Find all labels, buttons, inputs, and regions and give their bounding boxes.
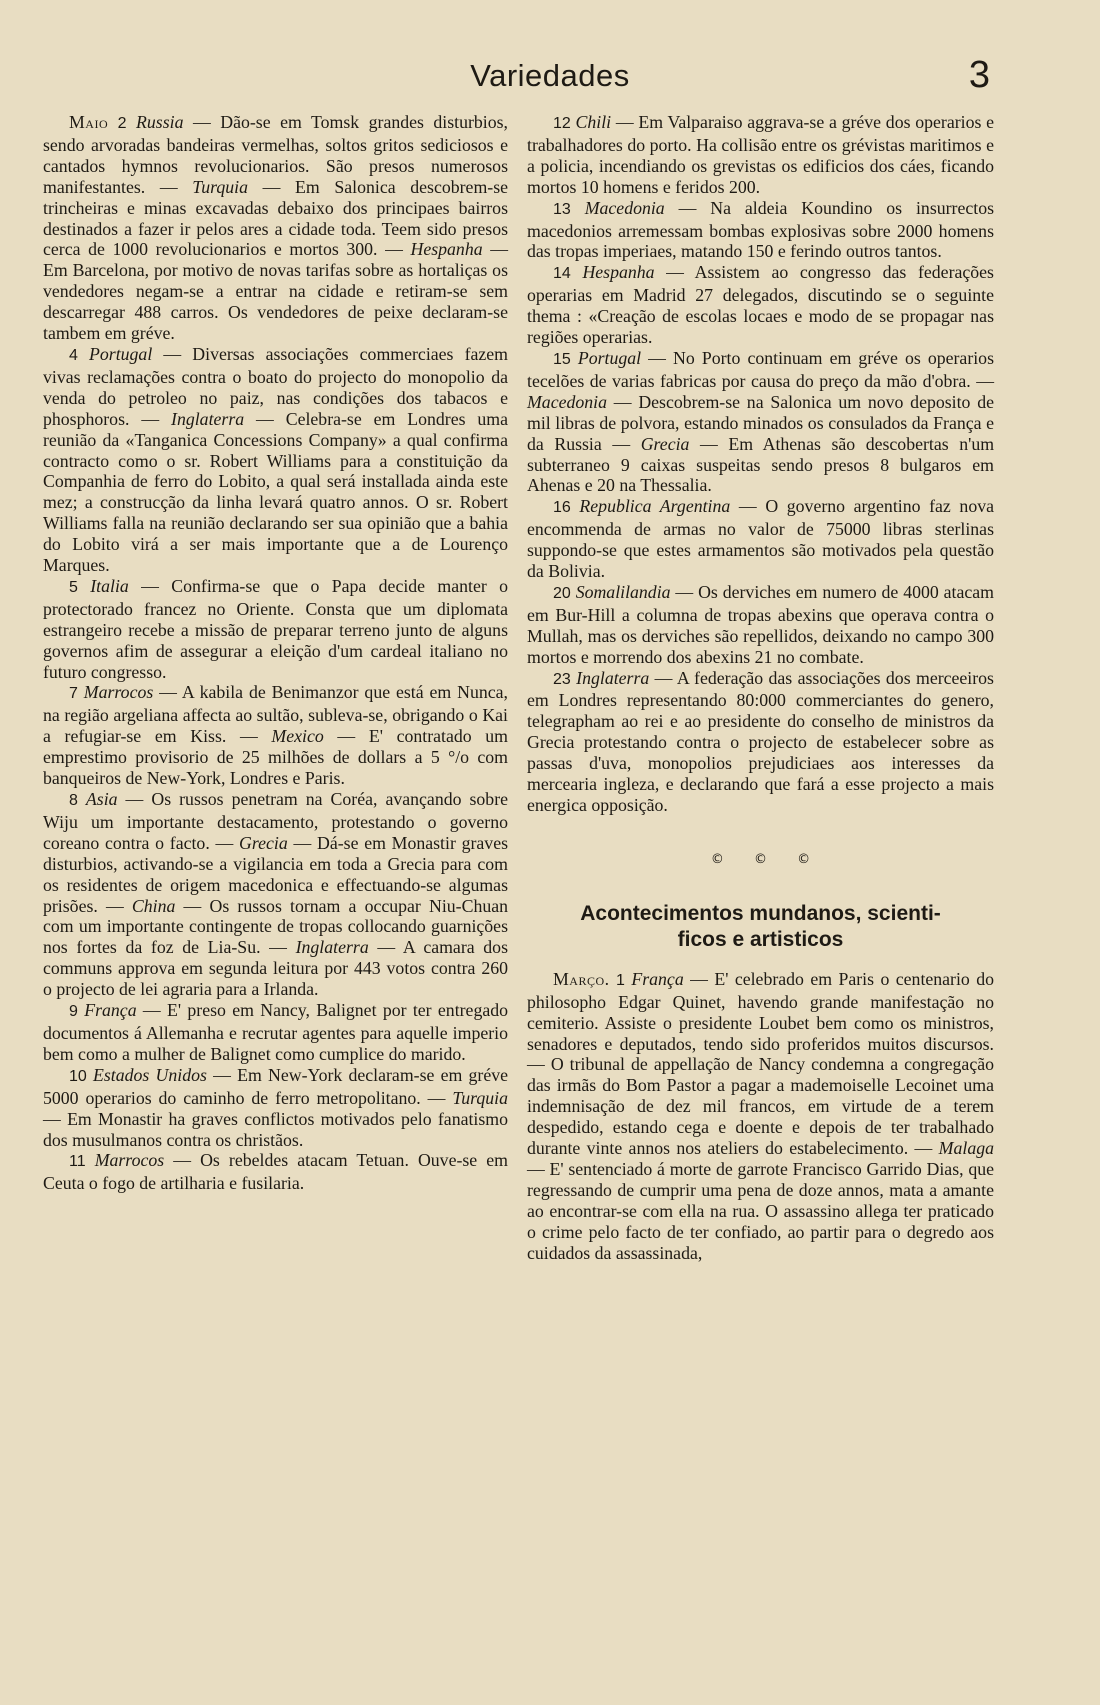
entry-text: A federação das associações dos merceeiros em Londres representando 80:000 commerciantes do genero, telegrapham ao rei e ao presidente do conselho de ministros da Grecia protestando contra o projecto de estabelecer sobre as passas d'uva, monopolios prejudiciaes aos interesses da mercearia ingleza, e declarando que fará a esse projecto a mais energica opposição. [527, 667, 994, 815]
entry-day: 12 [553, 115, 571, 132]
entry-day: 16 [553, 499, 571, 517]
section-ornament: © © © [710, 851, 811, 867]
entry-day: 14 [553, 265, 571, 283]
entry-place: Italia [90, 575, 129, 596]
entry-place: Republica Argentina [579, 496, 731, 517]
entry-day: 23 [553, 670, 571, 688]
entry-text: Assistem ao congresso das federações operarias em Madrid 27 delegados, discutindo se o seguinte thema : «Creação de escolas locaes e modo de se propagar nas regiões operarias. [527, 262, 994, 348]
news-entry: 11 Marrocos — Os rebeldes atacam Tetuan. Ouve-se em Ceuta o fogo de artilharia e fusilaria. [43, 1150, 508, 1194]
entry-place: Macedonia [584, 197, 665, 218]
entry-text: Celebra-se em Londres uma reunião da «Tanganica Concessions Company» a qual confirma contracto como o sr. Robert Williams para a constituição da Companhia de ferro do Lobito, a qual será installada ainda este mez; a construcção da linha levará quatro annos. O sr. Robert Williams falla na reunião declarando ser sua opinião que a bahia do Lobito virá a ser mais importante que a de Lourenço Marques. [43, 408, 509, 576]
entry-place: Turquia [192, 176, 248, 197]
entry-text: No Porto continuam em gréve os operarios tecelões de varias fabricas por causa do preço da mão d'obra. [527, 347, 994, 391]
entry-day: 13 [553, 200, 571, 218]
entry-day: 20 [553, 584, 571, 602]
section-title-line-1: Acontecimentos mundanos, scienti- [580, 901, 941, 925]
entry-text: Dá-se em Monastir graves disturbios, activando-se a vigilancia em toda a Grecia para com os residentes de origem macedonica e effectuando-se algumas prisões. [43, 832, 509, 916]
entry-place: Hespanha [410, 239, 483, 260]
news-entry: 20 Somalilandia — Os derviches em numero de 4000 atacam em Bur-Hill a columna de tropas abexins que operava contra o Mullah, mas os derviches são repellidos, deixando no campo 300 mortos e morrendo dos abexins 21 no combate. [527, 581, 994, 667]
entry-place: Hespanha [582, 262, 655, 283]
entry-day: 7 [69, 685, 78, 703]
entry-place: Somalilandia [575, 581, 671, 602]
entry-text: E' celebrado em Paris o centenario do philosopho Edgar Quinet, havendo grande manifestação no cemiterio. Assiste o presidente Loubet bem como os ministros, senadores e deputados, tendo sido proferidos muitos discursos. — O tribunal de appellação de Nancy condemna a congregação das irmãs do Bom Pastor a pagar a mademoiselle Lecoinet uma indemnisação de dez mil francos, em virtude de a terem despedido, estando cega e doente e depois de ter trabalhado durante vinte annos nos ateliers do estabelecimento. [527, 968, 995, 1159]
entry-text: Dão-se em Tomsk grandes disturbios, sendo arvoradas bandeiras vermelhas, soltos gritos sediciosos e cantados hymnos revolucionarios. São presos numerosos manifestantes. [43, 112, 509, 197]
entry-text: Os derviches em numero de 4000 atacam em Bur-Hill a columna de tropas abexins que operava contra o Mullah, mas os derviches são repellidos, deixando no campo 300 mortos e morrendo dos abexins 21 no combate. [527, 581, 994, 667]
news-entry: 13 Macedonia — Na aldeia Koundino os insurrectos macedonios arremessam bombas explosivas sobre 2000 homens das tropas imperiaes, matando 150 e ferindo outros tantos. [527, 197, 995, 262]
entry-place: Inglaterra [576, 667, 650, 688]
entry-place: França [631, 968, 684, 989]
news-entry: 4 Portugal — Diversas associações commerciaes fazem vivas reclamações contra o boato do projecto do monopolio da venda do petroleo no paiz, nas condições dos tabacos e phosphoros. — Inglaterra — Celebra-se em Londres uma reunião da «Tanganica Concessions Company» a qual confirma contracto como o sr. Robert Williams para a constituição da Companhia de ferro do Lobito, a qual será installada ainda este mez; a construcção da linha levará quatro annos. O sr. Robert Williams falla na reunião declarando ser sua opinião que a bahia do Lobito virá a ser mais importante que a de Lourenço Marques. [43, 343, 509, 576]
entry-text: E' contratado um emprestimo provisorio de 25 milhões de dollars a 5 °/o com banqueiros de New-York, Londres e Paris. [43, 726, 509, 789]
entry-place: China [131, 895, 176, 916]
entry-day: 1 [616, 971, 625, 989]
entry-place: Grecia [239, 832, 288, 853]
entry-day: 15 [553, 350, 571, 368]
entry-place: Estados Unidos [93, 1064, 207, 1085]
entry-text: Confirma-se que o Papa decide manter o protectorado francez no Oriente. Consta que um diplomata estrangeiro recebe a missão de preparar terreno junto de alguns governos afim de assegurar a eleição d'um cardeal italiano no futuro congresso. [43, 575, 509, 682]
entry-place: Inglaterra [171, 408, 245, 429]
entry-text: Em Salonica descobrem-se trincheiras e minas excavadas debaixo dos principaes bairros destinados a fazer ir pelos ares a cidade toda. Teem sido presos cerca de 1000 revolucionarios e mortos 300. [43, 176, 509, 260]
entry-place: Malaga [938, 1138, 994, 1159]
entry-place: Inglaterra [295, 937, 369, 958]
entry-place: Turquia [452, 1087, 508, 1108]
entry-text: E' sentenciado á morte de garrote Francisco Garrido Dias, que regressando de cumprir uma pena de doze annos, mata a amante ao encontrar-se com ella na rua. O assassino allega ter praticado o crime pelo facto de ter confiado, ao partir para o degredo aos cuidados da assassinada, [527, 1158, 994, 1263]
entry-place: Chili [575, 112, 612, 132]
entry-text: Descobrem-se na Salonica um novo deposito de mil libras de polvora, estando minados os consulados da França e da Russia [527, 391, 994, 454]
entry-text: A kabila de Benimanzor que está em Nunca, na região argeliana affecta ao sultão, subleva-se, obrigando o Kai a refugiar-se em Kiss. [43, 682, 508, 747]
entry-day: 4 [69, 346, 78, 364]
entry-text: Os russos penetram na Coréa, avançando sobre Wiju um importante destacamento, protestando o governo coreano contra o facto. [43, 789, 509, 853]
entry-day: 2 [117, 115, 127, 132]
news-entry: 9 França — E' preso em Nancy, Balignet por ter entregado documentos á Allemanha e recrutar agentes para aquelle imperio bem como a mulher de Balignet como cumplice do marido. [43, 1000, 509, 1064]
running-head [0, 54, 1100, 108]
entry-month: Maio [69, 112, 109, 132]
news-entry: Março. 1 França — E' celebrado em Paris o centenario do philosopho Edgar Quinet, havendo grande manifestação no cemiterio. Assiste o presidente Loubet bem como os ministros, senadores e deputados, tendo sido proferidos muitos discursos. — O tribunal de appellação de Nancy condemna a congregação das irmãs do Bom Pastor a pagar a mademoiselle Lecoinet uma indemnisação de dez mil francos, em virtude de a terem despedido, estando cega e doente e depois de ter trabalhado durante vinte annos nos ateliers do estabelecimento. — Malaga — E' sentenciado á morte de garrote Francisco Garrido Dias, que regressando de cumprir uma pena de doze annos, mata a amante ao encontrar-se com ella na rua. O assassino allega ter praticado o crime pelo facto de ter confiado, ao partir para o degredo aos cuidados da assassinada, [527, 968, 995, 1263]
news-entry: 10 Estados Unidos — Em New-York declaram-se em gréve 5000 operarios do caminho de ferro metropolitano. — Turquia — Em Monastir ha graves conflictos motivados pelo fanatismo dos musulmanos contra os christãos. [43, 1064, 509, 1150]
entry-text: Diversas associações commerciaes fazem vivas reclamações contra o boato do projecto do monopolio da venda do petroleo no paiz, nas condições dos tabacos e phosphoros. [43, 343, 509, 429]
entry-month: Março. [553, 968, 610, 989]
section-title-line-2: ficos e artisticos [677, 927, 844, 951]
section-title [527, 901, 994, 953]
news-entry: 7 Marrocos — A kabila de Benimanzor que está em Nunca, na região argeliana affecta ao sultão, subleva-se, obrigando o Kai a refugiar-se em Kiss. — Mexico — E' contratado um emprestimo provisorio de 25 milhões de dollars a 5 °/o com banqueiros de New-York, Londres e Paris. [43, 682, 509, 789]
entry-text: E' preso em Nancy, Balignet por ter entregado documentos á Allemanha e recrutar agentes para aquelle imperio bem como a mulher de Balignet como cumplice do marido. [43, 1000, 509, 1064]
right-column [527, 112, 994, 1264]
entry-text: Os russos tornam a occupar Niu-Chuan com um importante contingente de tropas collocando guarnições nos fortes da foz de Lia-Su. [43, 895, 509, 958]
entry-text: Na aldeia Koundino os insurrectos macedonios arremessam bombas explosivas sobre 2000 homens das tropas imperiaes, matando 150 e ferindo outros tantos. [527, 197, 995, 262]
right-column-entries [527, 112, 994, 816]
entry-text: Em Athenas são descobertas n'um subterraneo 9 caixas suspeitas sendo presos 8 bulgaros em Ahenas e 20 na Thessalia. [527, 433, 995, 496]
news-entry: 16 Republica Argentina — O governo argentino faz nova encommenda de armas no valor de 75000 libras sterlinas suppondo-se que estes armamentos são motivados pela questão da Bolivia. [527, 496, 995, 582]
entry-place: Portugal [89, 343, 153, 364]
entry-day: 9 [69, 1003, 78, 1021]
entry-place: França [84, 1000, 137, 1021]
entry-text: O governo argentino faz nova encommenda de armas no valor de 75000 libras sterlinas suppondo-se que estes armamentos são motivados pela questão da Bolivia. [527, 496, 995, 582]
entry-text: A camara dos communs approva em segunda leitura por 443 votos contra 260 o projecto de lei agraria para a Irlanda. [43, 937, 508, 1000]
news-entry: Maio 2 Russia — Dão-se em Tomsk grandes disturbios, sendo arvoradas bandeiras vermelhas, soltos gritos sediciosos e cantados hymnos revolucionarios. São presos numerosos manifestantes. — Turquia — Em Salonica descobrem-se trincheiras e minas excavadas debaixo dos principaes bairros destinados a fazer ir pelos ares a cidade toda. Teem sido presos cerca de 1000 revolucionarios e mortos 300. — Hespanha — Em Barcelona, por motivo de novas tarifas sobre as hortaliças os vendedores negam-se a entrar na cidade e retiram-se sem descarregar 488 carros. Os vendedores de peixe declaram-se tambem em gréve. [43, 112, 509, 344]
entry-place: Marrocos [83, 682, 154, 703]
entry-text: Em Valparaiso aggrava-se a gréve dos operarios e trabalhadores do porto. Ha collisão entre os grévistas maritimos e a policia, incendiando os grevistas os edificios dos cáes, ficando mortos 10 homens e feridos 200. [527, 112, 995, 197]
entry-day: 5 [69, 578, 78, 596]
section-body [527, 969, 994, 1264]
entry-place: Mexico [271, 726, 324, 747]
left-column [43, 112, 508, 1194]
entry-place: Grecia [640, 433, 690, 454]
news-entry: 23 Inglaterra — A federação das associações dos merceeiros em Londres representando 80:000 commerciantes do genero, telegrapham ao rei e ao presidente do conselho de ministros da Grecia protestando contra o projecto de estabelecer sobre as passas d'uva, monopolios prejudiciaes aos interesses da mercearia ingleza, e declarando que fará a esse projecto a mais energica opposição. [527, 667, 994, 815]
entry-day: 11 [69, 1153, 86, 1171]
news-entry: 14 Hespanha — Assistem ao congresso das federações operarias em Madrid 27 delegados, discutindo se o seguinte thema : «Creação de escolas locaes e modo de se propagar nas regiões operarias. [527, 262, 994, 348]
entry-text: Os rebeldes atacam Tetuan. Ouve-se em Ceuta o fogo de artilharia e fusilaria. [43, 1150, 508, 1194]
entry-day: 10 [69, 1067, 87, 1085]
news-entry: 8 Asia — Os russos penetram na Coréa, avançando sobre Wiju um importante destacamento, protestando o governo coreano contra o facto. — Grecia — Dá-se em Monastir graves disturbios, activando-se a vigilancia em toda a Grecia para com os residentes de origem macedonica e effectuando-se algumas prisões. — China — Os russos tornam a occupar Niu-Chuan com um importante contingente de tropas collocando guarnições nos fortes da foz de Lia-Su. — Inglaterra — A camara dos communs approva em segunda leitura por 443 votos contra 260 o projecto de lei agraria para a Irlanda. [43, 789, 509, 1000]
entry-place: Portugal [577, 347, 642, 368]
news-entry: 12 Chili — Em Valparaiso aggrava-se a gréve dos operarios e trabalhadores do porto. Ha collisão entre os grévistas maritimos e a policia, incendiando os grevistas os edificios dos cáes, ficando mortos 10 homens e feridos 200. [527, 112, 995, 197]
entry-day: 8 [69, 792, 78, 809]
entry-place: Marrocos [94, 1150, 165, 1171]
page-number: 3 [968, 54, 990, 96]
entry-text: Em New-York declaram-se em gréve 5000 operarios do caminho de ferro metropolitano. [43, 1064, 509, 1108]
entry-place: Asia [85, 789, 118, 809]
entry-place: Russia [136, 112, 184, 132]
entry-text: Em Barcelona, por motivo de novas tarifas sobre as hortaliças os vendedores negam-se a entrar na cidade e retiram-se sem descarregar 488 carros. Os vendedores de peixe declaram-se tambem em gréve. [43, 260, 508, 344]
news-entry: 15 Portugal — No Porto continuam em gréve os operarios tecelões de varias fabricas por causa do preço da mão d'obra. — Macedonia — Descobrem-se na Salonica um novo deposito de mil libras de polvora, estando minados os consulados da França e da Russia — Grecia — Em Athenas são descobertas n'um subterraneo 9 caixas suspeitas sendo presos 8 bulgaros em Ahenas e 20 na Thessalia. [527, 347, 995, 496]
news-entry: 5 Italia — Confirma-se que o Papa decide manter o protectorado francez no Oriente. Consta que um diplomata estrangeiro recebe a missão de preparar terreno junto de alguns governos afim de assegurar a eleição d'um cardeal italiano no futuro congresso. [43, 575, 509, 682]
page-title: Variedades [470, 58, 630, 93]
entry-text: Em Monastir ha graves conflictos motivados pelo fanatismo dos musulmanos contra os christãos. [43, 1108, 508, 1150]
entry-place: Macedonia [527, 391, 607, 412]
